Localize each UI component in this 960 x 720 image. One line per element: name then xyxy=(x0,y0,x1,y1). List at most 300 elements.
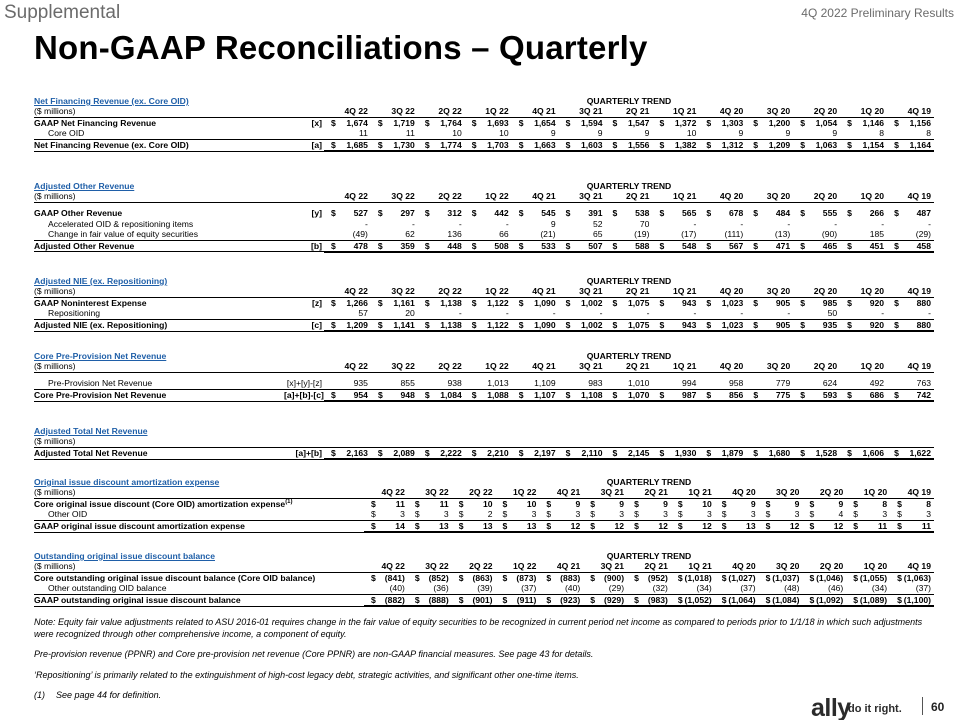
row-reference: [x]+[y]-[z] xyxy=(286,378,323,389)
value: 1,654 xyxy=(534,117,556,128)
value: 2,145 xyxy=(627,447,650,458)
period-header: 2Q 22 xyxy=(452,561,496,572)
value: (17) xyxy=(681,229,697,240)
row-label-text: GAAP Other Revenue xyxy=(34,208,123,219)
value-cell xyxy=(606,447,653,459)
value-cell xyxy=(840,308,887,319)
row-reference xyxy=(324,498,364,509)
value-cell xyxy=(887,447,934,459)
value-cell xyxy=(559,308,606,319)
period-header: 4Q 19 xyxy=(887,191,934,202)
value-cell xyxy=(652,219,699,229)
value-cell xyxy=(840,447,887,459)
value-cell xyxy=(324,229,371,240)
value-cell xyxy=(539,498,583,509)
value-cell xyxy=(802,498,846,509)
row-reference: [y] xyxy=(311,208,322,219)
dollar-sign: $ xyxy=(894,389,899,400)
period-header: 2Q 20 xyxy=(793,191,840,202)
row-label-text: Net Financing Revenue (ex. Core OID) xyxy=(34,139,189,150)
value-cell xyxy=(652,117,699,128)
row-reference: [a] xyxy=(284,139,324,151)
value: 2 xyxy=(487,509,493,520)
dollar-sign: $ xyxy=(706,240,712,251)
dollar-sign: $ xyxy=(518,139,524,150)
dollar-sign: $ xyxy=(809,520,815,531)
value: 11 xyxy=(878,520,888,531)
value-cell xyxy=(418,378,465,389)
section-title: Adjusted Total Net Revenue xyxy=(34,426,148,436)
value-cell xyxy=(583,594,627,606)
value-cell xyxy=(746,389,793,401)
value-cell xyxy=(699,319,746,331)
footnote xyxy=(34,690,934,702)
notes-block xyxy=(34,617,934,711)
table-oidbal xyxy=(34,551,934,607)
value-cell xyxy=(418,229,465,240)
period-header: 3Q 22 xyxy=(371,286,418,297)
value-cell xyxy=(652,208,699,218)
dollar-sign: $ xyxy=(853,509,859,520)
value-cell xyxy=(652,447,699,459)
value: 954 xyxy=(353,389,368,400)
value: 2,110 xyxy=(581,447,603,458)
value-cell xyxy=(715,520,759,532)
value-cell xyxy=(887,319,934,331)
period-header: 3Q 20 xyxy=(759,487,803,498)
dollar-sign: $ xyxy=(377,208,383,219)
period-header: 3Q 22 xyxy=(371,191,418,202)
value: 856 xyxy=(728,389,744,400)
value-cell xyxy=(746,128,793,139)
value-cell xyxy=(606,219,653,229)
value: - xyxy=(411,218,415,229)
period-spacer xyxy=(793,436,840,447)
trend-spacer xyxy=(324,426,934,436)
value: - xyxy=(834,218,838,229)
row-reference xyxy=(324,572,364,583)
dollar-sign: $ xyxy=(753,208,759,219)
value: 1,088 xyxy=(487,389,509,400)
value: (40) xyxy=(389,583,405,594)
dollar-sign: $ xyxy=(706,389,712,400)
value-cell xyxy=(324,208,371,218)
value: 1,528 xyxy=(815,447,838,458)
period-header: 2Q 20 xyxy=(793,361,840,372)
value: 52 xyxy=(592,218,603,229)
value-cell xyxy=(802,594,846,606)
dollar-sign: $ xyxy=(518,447,524,458)
period-header: 1Q 20 xyxy=(846,561,890,572)
value-cell xyxy=(890,520,934,532)
value: (863) xyxy=(472,572,493,583)
value: (883) xyxy=(560,572,581,583)
period-header: 3Q 20 xyxy=(746,286,793,297)
value-cell xyxy=(793,319,840,331)
value-cell xyxy=(496,520,540,532)
ref-spacer xyxy=(324,487,364,498)
dollar-sign: $ xyxy=(612,117,618,128)
dollar-sign: $ xyxy=(612,208,618,219)
dollar-sign: $ xyxy=(706,208,712,219)
value-cell xyxy=(606,297,653,308)
period-header: 3Q 22 xyxy=(371,361,418,372)
dollar-sign: $ xyxy=(502,572,508,583)
dollar-sign: $ xyxy=(565,447,571,458)
dollar-sign: $ xyxy=(753,139,759,150)
row-reference: [a]+[b] xyxy=(284,447,324,459)
value: 507 xyxy=(588,240,603,251)
dollar-sign: $ xyxy=(677,498,683,509)
dollar-sign: $ xyxy=(721,594,727,605)
value-cell xyxy=(746,139,793,151)
header-row xyxy=(34,561,934,572)
value-cell xyxy=(759,583,803,594)
value-cell xyxy=(583,520,627,532)
table-row xyxy=(34,520,934,532)
value: 1,002 xyxy=(581,319,603,330)
value: 465 xyxy=(822,240,838,251)
note-equity-fair-value: Note: Equity fair value adjustments related to ASU 2016-01 requires change in the fair value of equity securities to be recognized in current period net income as compared to periods prior to 1/1/18 in which such adjustments were recognized through other comprehensive income, a component of equity. xyxy=(34,617,923,639)
value-cell xyxy=(371,117,418,128)
value-cell xyxy=(671,520,715,532)
period-header: 3Q 22 xyxy=(408,561,452,572)
value-cell xyxy=(364,520,408,532)
value: 1,063 xyxy=(815,139,838,150)
dollar-sign: $ xyxy=(677,509,683,520)
period-header: 4Q 21 xyxy=(512,361,559,372)
value: 775 xyxy=(775,389,791,400)
value-cell xyxy=(371,447,418,459)
value: 9 xyxy=(832,128,838,139)
section-oidexp xyxy=(34,477,934,533)
dollar-sign: $ xyxy=(424,139,430,150)
value-cell xyxy=(846,583,890,594)
row-label-text: Core original issue discount (Core OID) amortization expense xyxy=(34,498,286,509)
footer-divider xyxy=(922,697,923,715)
period-header: 3Q 21 xyxy=(559,106,606,117)
value: 938 xyxy=(447,378,462,389)
dollar-sign: $ xyxy=(634,509,639,520)
dollar-sign: $ xyxy=(765,520,771,531)
dollar-sign: $ xyxy=(765,572,771,583)
period-header: 4Q 22 xyxy=(324,286,371,297)
dollar-sign: $ xyxy=(546,594,552,605)
value: 686 xyxy=(869,389,885,400)
dollar-sign: $ xyxy=(894,447,899,458)
dollar-sign: $ xyxy=(659,240,665,251)
row-label xyxy=(34,297,284,308)
value: 855 xyxy=(400,378,415,389)
period-header: 2Q 21 xyxy=(606,106,653,117)
value: 1,161 xyxy=(393,297,415,308)
footnote-key: (1) xyxy=(34,690,45,700)
section-title: Core Pre-Provision Net Revenue xyxy=(34,351,167,361)
value: 567 xyxy=(728,240,744,251)
value: 57 xyxy=(358,308,368,319)
value-cell xyxy=(759,498,803,509)
row-label-text: Adjusted Other Revenue xyxy=(34,240,135,251)
value-cell xyxy=(465,208,512,218)
row-label xyxy=(34,498,324,509)
value: 9 xyxy=(738,128,744,139)
dollar-sign: $ xyxy=(565,389,571,400)
value: 508 xyxy=(494,240,509,251)
value-cell xyxy=(496,583,540,594)
ref-spacer xyxy=(284,436,324,447)
value-cell xyxy=(652,389,699,401)
value-cell xyxy=(846,520,890,532)
value: 1,606 xyxy=(862,447,885,458)
value: 1,084 xyxy=(440,389,462,400)
value: 943 xyxy=(682,297,697,308)
value: - xyxy=(928,218,931,229)
value: 588 xyxy=(635,240,650,251)
period-header: 4Q 21 xyxy=(512,106,559,117)
value: - xyxy=(693,308,697,319)
value: 3 xyxy=(750,509,756,520)
value: 10 xyxy=(452,128,462,139)
value-cell xyxy=(802,520,846,532)
value: (36) xyxy=(433,583,449,594)
period-header: 2Q 21 xyxy=(606,286,653,297)
value-cell xyxy=(802,583,846,594)
dollar-sign: $ xyxy=(331,297,336,308)
value: (873) xyxy=(516,572,537,583)
footnote-text: See page 44 for definition. xyxy=(56,690,162,700)
value: 4 xyxy=(838,509,844,520)
value-cell xyxy=(671,572,715,583)
value: (19) xyxy=(634,229,650,240)
dollar-sign: $ xyxy=(377,319,383,330)
dollar-sign: $ xyxy=(331,139,336,150)
value-cell xyxy=(652,128,699,139)
value: 13 xyxy=(482,520,493,531)
dollar-sign: $ xyxy=(471,240,477,251)
dollar-sign: $ xyxy=(894,240,899,251)
value-cell xyxy=(715,509,759,520)
value-cell xyxy=(371,297,418,308)
dollar-sign: $ xyxy=(471,447,477,458)
dollar-sign: $ xyxy=(753,240,759,251)
dollar-sign: $ xyxy=(800,297,805,308)
value: 1,138 xyxy=(440,319,462,330)
value: 1,372 xyxy=(674,117,697,128)
value-cell xyxy=(746,240,793,252)
row-label xyxy=(34,572,324,583)
value: - xyxy=(458,218,462,229)
value-cell xyxy=(699,117,746,128)
ref-spacer xyxy=(284,191,324,202)
dollar-sign: $ xyxy=(800,117,805,128)
value: 994 xyxy=(682,378,697,389)
value: 9 xyxy=(644,128,650,139)
value-cell xyxy=(627,520,671,532)
value: 359 xyxy=(400,240,415,251)
row-reference: [b] xyxy=(284,240,324,252)
value: 11 xyxy=(405,128,415,139)
value-cell xyxy=(606,308,653,319)
value-cell xyxy=(887,229,934,240)
value: 880 xyxy=(916,297,931,308)
value-cell xyxy=(793,117,840,128)
period-header: 3Q 22 xyxy=(371,106,418,117)
value-cell xyxy=(606,208,653,218)
value-cell xyxy=(746,229,793,240)
period-header: 3Q 22 xyxy=(408,487,452,498)
dollar-sign: $ xyxy=(377,139,383,150)
value: 555 xyxy=(822,208,838,219)
table-row xyxy=(34,208,934,218)
value-cell xyxy=(539,594,583,606)
row-label xyxy=(34,219,284,229)
dollar-sign: $ xyxy=(546,572,552,583)
table-row xyxy=(34,240,934,252)
period-header: 4Q 20 xyxy=(715,561,759,572)
value-cell xyxy=(408,520,452,532)
period-header: 1Q 21 xyxy=(671,561,715,572)
section-nie xyxy=(34,276,934,332)
row-reference xyxy=(284,308,324,319)
value-cell xyxy=(364,583,408,594)
value: (111) xyxy=(724,229,744,240)
value: 1,930 xyxy=(674,447,697,458)
value-cell xyxy=(583,583,627,594)
period-header: 1Q 22 xyxy=(465,286,512,297)
value-cell xyxy=(887,117,934,128)
dollar-sign: $ xyxy=(800,389,806,400)
value-cell xyxy=(512,208,559,218)
value-cell xyxy=(371,139,418,151)
value-cell xyxy=(364,594,408,606)
section-ppnr xyxy=(34,351,934,402)
value-cell xyxy=(512,117,559,128)
period-header: 4Q 22 xyxy=(324,106,371,117)
table-atnr xyxy=(34,426,934,460)
period-header: 3Q 21 xyxy=(583,561,627,572)
value: 1,703 xyxy=(487,139,509,150)
row-label-text: Accelerated OID & repositioning items xyxy=(48,218,194,229)
value: 1,622 xyxy=(909,447,931,458)
period-header: 2Q 22 xyxy=(452,487,496,498)
dollar-sign: $ xyxy=(414,498,420,509)
section-aor xyxy=(34,181,934,253)
period-spacer xyxy=(371,436,418,447)
value-cell xyxy=(512,319,559,331)
period-header: 3Q 21 xyxy=(559,361,606,372)
value-cell xyxy=(887,139,934,151)
period-header: 3Q 20 xyxy=(759,561,803,572)
dollar-sign: $ xyxy=(765,594,771,605)
value: (46) xyxy=(828,583,844,594)
period-header: 4Q 19 xyxy=(887,106,934,117)
value-cell xyxy=(746,219,793,229)
period-header: 3Q 21 xyxy=(583,487,627,498)
value-cell xyxy=(606,117,653,128)
value-cell xyxy=(746,378,793,389)
value: 880 xyxy=(916,319,931,330)
dollar-sign: $ xyxy=(721,572,727,583)
value: 3 xyxy=(400,509,405,520)
value-cell xyxy=(324,219,371,229)
value: 312 xyxy=(447,208,462,219)
value: 985 xyxy=(822,297,838,308)
value-cell xyxy=(793,447,840,459)
value-cell xyxy=(746,297,793,308)
value: 9 xyxy=(750,498,756,509)
value-cell xyxy=(840,219,887,229)
table-row xyxy=(34,219,934,229)
header-row xyxy=(34,286,934,297)
value: - xyxy=(787,218,791,229)
dollar-sign: $ xyxy=(377,117,383,128)
period-header: 4Q 20 xyxy=(699,361,746,372)
dollar-sign: $ xyxy=(371,520,376,531)
value-cell xyxy=(746,208,793,218)
value: - xyxy=(928,308,931,319)
value-cell xyxy=(793,229,840,240)
value-cell xyxy=(671,509,715,520)
value-cell xyxy=(324,308,371,319)
row-label-text: GAAP Net Financing Revenue xyxy=(34,117,157,128)
value-cell xyxy=(496,509,540,520)
period-header: 4Q 19 xyxy=(890,561,934,572)
value-cell xyxy=(418,208,465,218)
value-cell xyxy=(465,117,512,128)
dollar-sign: $ xyxy=(800,319,805,330)
value: (852) xyxy=(428,572,449,583)
value-cell xyxy=(627,583,671,594)
dollar-sign: $ xyxy=(331,447,336,458)
value: 1,154 xyxy=(862,139,885,150)
value: (1,064) xyxy=(728,594,756,605)
value-cell xyxy=(539,520,583,532)
dollar-sign: $ xyxy=(590,520,596,531)
value-cell xyxy=(793,208,840,218)
period-header: 4Q 21 xyxy=(512,286,559,297)
value-cell xyxy=(559,389,606,401)
value-cell xyxy=(793,378,840,389)
value-cell xyxy=(496,498,540,509)
value: - xyxy=(458,308,462,319)
value: (29) xyxy=(915,229,931,240)
table-aor xyxy=(34,181,934,253)
period-header: 4Q 21 xyxy=(539,487,583,498)
dollar-sign: $ xyxy=(612,139,618,150)
ref-spacer xyxy=(284,106,324,117)
value-cell xyxy=(371,319,418,331)
period-header: 2Q 20 xyxy=(802,487,846,498)
dollar-sign: $ xyxy=(706,447,712,458)
value-cell xyxy=(408,498,452,509)
row-label xyxy=(34,117,284,128)
dollar-sign: $ xyxy=(894,319,899,330)
units-label: ($ millions) xyxy=(34,191,284,202)
value-cell xyxy=(559,319,606,331)
value-cell xyxy=(887,240,934,252)
row-label-text: Core Pre-Provision Net Revenue xyxy=(34,389,167,400)
value: (923) xyxy=(560,594,581,605)
value: (37) xyxy=(915,583,931,594)
section-title-row xyxy=(34,551,934,561)
table-row xyxy=(34,509,934,520)
value-cell xyxy=(465,297,512,308)
dollar-sign: $ xyxy=(659,297,665,308)
value-cell xyxy=(512,308,559,319)
value: 1,122 xyxy=(487,319,509,330)
value: 12 xyxy=(614,520,625,531)
value-cell xyxy=(715,583,759,594)
